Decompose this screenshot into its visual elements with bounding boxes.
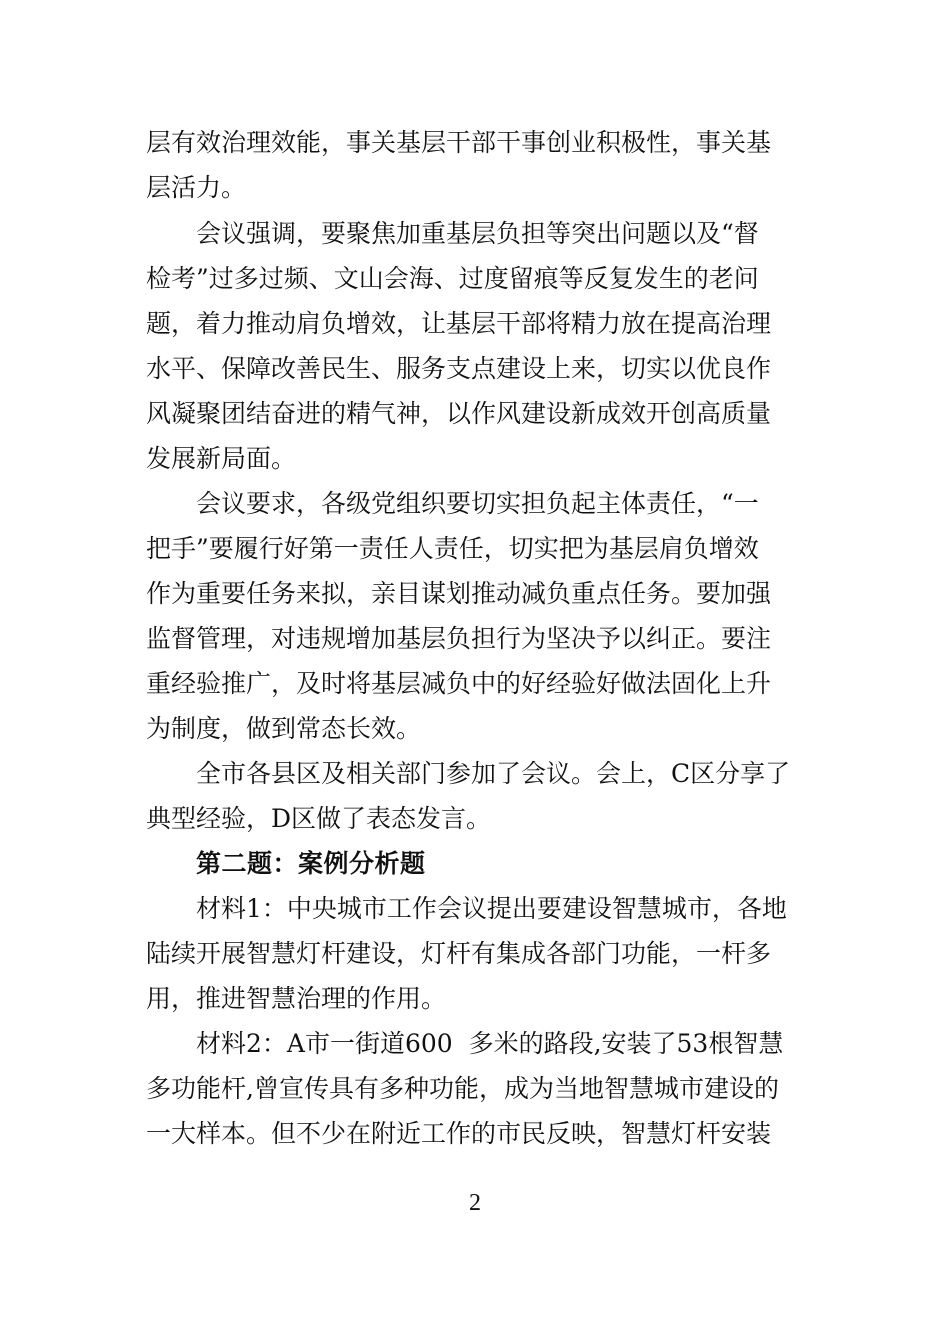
section-heading: 第二题：案例分析题 (196, 849, 426, 878)
paragraph-first-line: 材料1：中央城市工作会议提出要建设智慧城市，各地 (196, 894, 787, 923)
body-line: 水平、保障改善民生、服务支点建设上来，切实以优良作 (146, 354, 772, 383)
body-line: 层活力。 (146, 173, 247, 202)
paragraph-first-line: 全市各县区及相关部门参加了会议。会上，C区分享了 (196, 759, 791, 788)
body-line: 发展新局面。 (146, 444, 297, 473)
body-line: 多功能杆,曾宣传具有多种功能，成为当地智慧城市建设的 (146, 1074, 779, 1103)
body-line: 作为重要任务来拟，亲目谋划推动减负重点任务。要加强 (146, 579, 772, 608)
body-line: 用，推进智慧治理的作用。 (146, 984, 447, 1013)
paragraph-first-line: 会议强调，要聚焦加重基层负担等突出问题以及“督 (196, 219, 759, 248)
body-line: 监督管理，对违规增加基层负担行为坚决予以纠正。要注 (146, 624, 772, 653)
paragraph-first-line: 材料2：A市一街道600 多米的路段,安装了53根智慧 (196, 1029, 784, 1058)
paragraph-first-line: 会议要求，各级党组织要切实担负起主体责任，“一 (196, 489, 759, 518)
body-line: 风凝聚团结奋进的精气神，以作风建设新成效开创高质量 (146, 399, 772, 428)
body-line: 题，着力推动肩负增效，让基层干部将精力放在提高治理 (146, 309, 772, 338)
body-line: 为制度，做到常态长效。 (146, 714, 422, 743)
page-number: 2 (469, 1190, 481, 1216)
body-line: 重经验推广，及时将基层减负中的好经验好做法固化上升 (146, 669, 772, 698)
body-line: 陆续开展智慧灯杆建设，灯杆有集成各部门功能，一杆多 (146, 939, 772, 968)
body-line: 一大样本。但不少在附近工作的市民反映，智慧灯杆安装 (146, 1119, 772, 1148)
body-line: 把手”要履行好第一责任人责任，切实把为基层肩负增效 (146, 534, 759, 563)
body-line: 典型经验，D区做了表态发言。 (146, 804, 492, 833)
body-line: 检考”过多过频、文山会海、过度留痕等反复发生的老问 (146, 264, 759, 293)
body-line: 层有效治理效能，事关基层干部干事创业积极性，事关基 (146, 128, 772, 157)
